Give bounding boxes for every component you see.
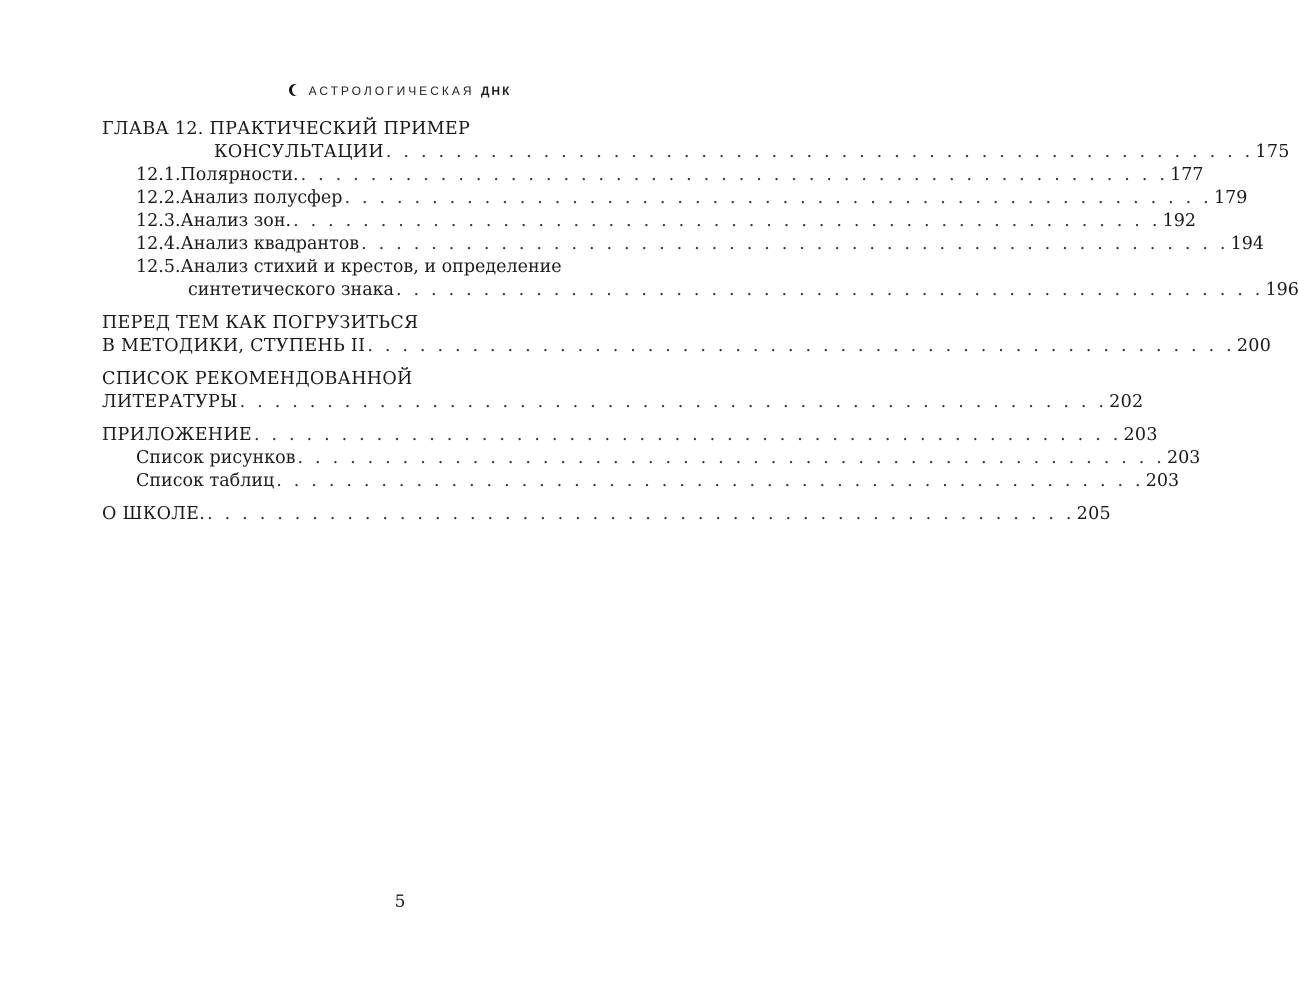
toc-literature-title: СПИСОК РЕКОМЕНДОВАННОЙ bbox=[102, 369, 413, 389]
toc-page-number: 203 bbox=[1167, 448, 1201, 468]
toc-page-number: 196 bbox=[1265, 280, 1299, 300]
toc-entry-school[interactable] bbox=[102, 503, 1111, 526]
toc-entry-12-1[interactable] bbox=[102, 164, 1204, 187]
toc-page-number: 203 bbox=[1123, 425, 1158, 445]
toc-entry-label: 12.4.Анализ квадрантов bbox=[136, 234, 360, 254]
toc-entry-appendix[interactable] bbox=[102, 424, 1158, 447]
toc-entry-12-5[interactable] bbox=[102, 279, 1299, 302]
toc-page-number: 202 bbox=[1109, 392, 1144, 412]
toc-entry-12-2[interactable] bbox=[102, 187, 1248, 210]
toc-entry-label: О ШКОЛЕ. bbox=[102, 504, 206, 524]
dot-leader: . . . . . . . . . . . . . . . . . . . . . . . . . . . . . . . . . . . . . . . . . . . . . . . . . . bbox=[293, 211, 1161, 231]
dot-leader: . . . . . . . . . . . . . . . . . . . . . . . . . . . . . . . . . . . . . . . . . . . . . . . . . . bbox=[385, 142, 1254, 162]
header-title-emphasis: ДНК bbox=[480, 84, 512, 98]
dot-leader: . . . . . . . . . . . . . . . . . . . . . . . . . . . . . . . . . . . . . . . . . . . . . . . . . . bbox=[396, 280, 1264, 300]
toc-entry-label: 12.2.Анализ полусфер bbox=[136, 188, 343, 208]
toc-entry-label: 12.1.Полярности. bbox=[136, 165, 299, 185]
dot-leader: . . . . . . . . . . . . . . . . . . . . . . . . . . . . . . . . . . . . . . . . . . . . . . . . . . bbox=[361, 234, 1229, 254]
table-of-contents bbox=[102, 118, 1299, 526]
toc-page-number: 177 bbox=[1170, 165, 1204, 185]
header-title: АСТРОЛОГИЧЕСКАЯ bbox=[308, 84, 481, 98]
toc-entry-label: Список таблиц bbox=[136, 471, 275, 491]
dot-leader: . . . . . . . . . . . . . . . . . . . . . . . . . . . . . . . . . . . . . . . . . . . . . . . . . . bbox=[300, 165, 1169, 185]
toc-page-number: 194 bbox=[1230, 234, 1265, 254]
toc-entry-tables[interactable] bbox=[102, 470, 1180, 493]
toc-entry-label: КОНСУЛЬТАЦИИ bbox=[214, 142, 384, 162]
toc-page-number: 203 bbox=[1145, 471, 1180, 491]
toc-entry-before-stage[interactable] bbox=[102, 335, 1272, 358]
dot-leader: . . . . . . . . . . . . . . . . . . . . . . . . . . . . . . . . . . . . . . . . . . . . . . . . . . bbox=[367, 336, 1235, 356]
toc-entry-12-3[interactable] bbox=[102, 210, 1196, 233]
dot-leader: . . . . . . . . . . . . . . . . . . . . . . . . . . . . . . . . . . . . . . . . . . . . . . . . . . bbox=[253, 425, 1122, 445]
toc-before-stage-title: ПЕРЕД ТЕМ КАК ПОГРУЗИТЬСЯ bbox=[102, 313, 419, 333]
dot-leader: . . . . . . . . . . . . . . . . . . . . . . . . . . . . . . . . . . . . . . . . . . . . . . . . . . bbox=[344, 188, 1212, 208]
toc-chapter-12-title: ГЛАВА 12. ПРАКТИЧЕСКИЙ ПРИМЕР bbox=[102, 119, 471, 139]
toc-entry-chapter-12[interactable] bbox=[102, 141, 1290, 164]
toc-entry-label: ЛИТЕРАТУРЫ bbox=[102, 392, 238, 412]
dot-leader: . . . . . . . . . . . . . . . . . . . . . . . . . . . . . . . . . . . . . . . . . . . . . . . . . . bbox=[276, 471, 1144, 491]
toc-entry-label: синтетического знака bbox=[188, 280, 394, 300]
dot-leader: . . . . . . . . . . . . . . . . . . . . . . . . . . . . . . . . . . . . . . . . . . . . . . . . . . bbox=[207, 504, 1075, 524]
toc-entry-label: Список рисунков bbox=[136, 448, 296, 468]
running-header bbox=[0, 84, 800, 98]
toc-page-number: 205 bbox=[1076, 504, 1111, 524]
page-number: 5 bbox=[394, 892, 406, 912]
crescent-moon-icon bbox=[289, 84, 301, 96]
toc-entry-label: ПРИЛОЖЕНИЕ bbox=[102, 425, 252, 445]
toc-section-12-5-title: 12.5.Анализ стихий и крестов, и определение bbox=[136, 257, 562, 277]
toc-entry-12-4[interactable] bbox=[102, 233, 1265, 256]
toc-entry-literature[interactable] bbox=[102, 391, 1144, 414]
toc-page-number: 175 bbox=[1255, 142, 1290, 162]
dot-leader: . . . . . . . . . . . . . . . . . . . . . . . . . . . . . . . . . . . . . . . . . . . . . . . . . . bbox=[239, 392, 1108, 412]
toc-page-number: 192 bbox=[1162, 211, 1196, 231]
toc-entry-label: В МЕТОДИКИ, СТУПЕНЬ II bbox=[102, 336, 366, 356]
dot-leader: . . . . . . . . . . . . . . . . . . . . . . . . . . . . . . . . . . . . . . . . . . . . . . . . . . bbox=[297, 448, 1166, 468]
toc-page-number: 200 bbox=[1236, 336, 1272, 356]
toc-entry-figures[interactable] bbox=[102, 447, 1201, 470]
toc-entry-label: 12.3.Анализ зон. bbox=[136, 211, 292, 231]
toc-page-number: 179 bbox=[1213, 188, 1248, 208]
